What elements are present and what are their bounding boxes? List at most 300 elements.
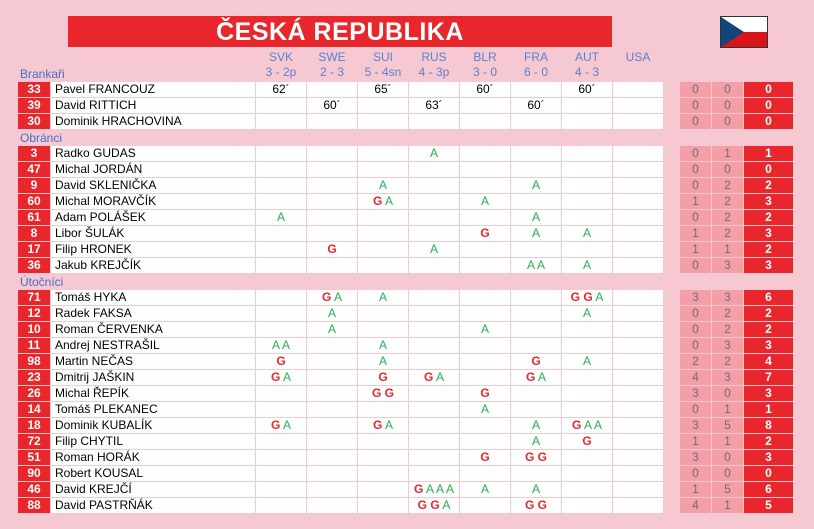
goals-stat: 4 (680, 498, 711, 513)
assists-stat: 0 (712, 114, 743, 129)
game-cell (511, 370, 561, 385)
game-cell (613, 354, 663, 369)
game-cell (409, 402, 459, 417)
game-cell (511, 242, 561, 257)
game-cell (307, 306, 357, 321)
game-cell (307, 386, 357, 401)
game-cell (511, 162, 561, 177)
game-cell (358, 338, 408, 353)
assist-mark: A (378, 338, 387, 352)
game-cell (562, 114, 612, 129)
column-team: SVK (268, 50, 293, 64)
assists-stat: 1 (712, 146, 743, 161)
game-cell (460, 114, 510, 129)
goals-stat: 0 (680, 258, 711, 273)
game-cell (307, 178, 357, 193)
assist-mark: A (526, 258, 535, 272)
game-cell (460, 450, 510, 465)
game-cell (460, 418, 510, 433)
player-row (18, 290, 798, 305)
game-cell (562, 450, 612, 465)
assists-stat: 2 (712, 194, 743, 209)
assists-stat: 5 (712, 418, 743, 433)
goal-mark: G (570, 290, 580, 304)
game-cell (358, 450, 408, 465)
game-cell (256, 306, 306, 321)
game-cell (562, 338, 612, 353)
player-row (18, 178, 798, 193)
player-row (18, 418, 798, 433)
section-heading: Útočníci (20, 275, 64, 289)
game-cell (307, 418, 357, 433)
game-cell (409, 82, 459, 97)
column-team: SWE (318, 50, 346, 64)
column-score: 5 - 4sn (364, 65, 402, 79)
column-team: BLR (473, 50, 497, 64)
assist-mark: A (378, 290, 387, 304)
game-cell (613, 322, 663, 337)
points-stat: 6 (744, 482, 793, 497)
assists-stat: 2 (712, 306, 743, 321)
game-cell (307, 146, 357, 161)
goals-stat: 3 (680, 450, 711, 465)
game-cell (511, 194, 561, 209)
game-cell (562, 162, 612, 177)
game-cell (256, 338, 306, 353)
points-stat: 3 (744, 258, 793, 273)
game-cell (511, 418, 561, 433)
column-score: 6 - 0 (523, 65, 548, 79)
points-stat: 1 (744, 402, 793, 417)
points-stat: 4 (744, 354, 793, 369)
points-stat: 8 (744, 418, 793, 433)
game-cell (409, 418, 459, 433)
assists-stat: 3 (712, 338, 743, 353)
assists-stat: 2 (712, 226, 743, 241)
game-cell (613, 114, 663, 129)
game-cell (511, 210, 561, 225)
game-cell (562, 258, 612, 273)
section-heading: Brankaři (20, 67, 65, 81)
game-cell (511, 290, 561, 305)
player-row (18, 338, 798, 353)
game-cell (511, 146, 561, 161)
player-name: Robert KOUSAL (51, 466, 255, 481)
game-cell (460, 466, 510, 481)
game-cell (358, 290, 408, 305)
goals-stat: 0 (680, 98, 711, 113)
assist-mark: A (276, 210, 285, 224)
goal-mark: G (583, 290, 593, 304)
game-cell (256, 178, 306, 193)
game-cell (613, 162, 663, 177)
goal-mark: G (413, 482, 424, 496)
player-row (18, 210, 798, 225)
player-name: Andrej NESTRAŠIL (51, 338, 255, 353)
game-cell (460, 354, 510, 369)
game-cell (358, 322, 408, 337)
player-row (18, 370, 798, 385)
game-cell (613, 82, 663, 97)
player-name: Tomáš PLEKANEC (51, 402, 255, 417)
game-cell (562, 402, 612, 417)
game-cell (256, 418, 306, 433)
game-cell: 60´ (307, 98, 357, 113)
points-stat: 0 (744, 82, 793, 97)
column-team: FRA (524, 50, 548, 64)
game-cell (460, 498, 510, 513)
column-score: 2 - 3 (319, 65, 344, 79)
goal-mark: G (270, 370, 281, 384)
game-cell (460, 402, 510, 417)
assist-mark: A (594, 418, 603, 432)
game-cell (358, 162, 408, 177)
goal-mark: G (537, 498, 548, 512)
game-cell (613, 210, 663, 225)
points-stat: 2 (744, 306, 793, 321)
goals-stat: 1 (680, 226, 711, 241)
game-cell (307, 450, 357, 465)
game-cell (460, 482, 510, 497)
assists-stat: 0 (712, 82, 743, 97)
game-cell (613, 146, 663, 161)
player-row (18, 226, 798, 241)
section-heading: Obránci (20, 131, 63, 145)
game-cell (409, 146, 459, 161)
column-score: 3 - 0 (472, 65, 497, 79)
game-cell (256, 194, 306, 209)
game-cell (511, 338, 561, 353)
points-stat: 2 (744, 322, 793, 337)
game-cell (562, 226, 612, 241)
goals-stat: 0 (680, 178, 711, 193)
goals-stat: 0 (680, 210, 711, 225)
assist-mark: A (378, 178, 387, 192)
assist-mark: A (385, 194, 394, 208)
column-score: 3 - 2p (265, 65, 297, 79)
jersey-number: 11 (18, 338, 50, 353)
game-cell (307, 434, 357, 449)
game-cell (613, 290, 663, 305)
game-cell (307, 258, 357, 273)
player-row (18, 498, 798, 513)
jersey-number: 46 (18, 482, 50, 497)
game-cell (409, 434, 459, 449)
game-cell (460, 306, 510, 321)
column-header-sui (358, 50, 408, 80)
column-header-aut (562, 50, 612, 80)
assist-mark: A (480, 402, 489, 416)
game-cell (613, 402, 663, 417)
game-cell (256, 498, 306, 513)
game-cell: 65´ (358, 82, 408, 97)
game-cell (613, 98, 663, 113)
jersey-number: 30 (18, 114, 50, 129)
assist-mark: A (385, 418, 394, 432)
jersey-number: 33 (18, 82, 50, 97)
game-cell (256, 354, 306, 369)
jersey-number: 8 (18, 226, 50, 241)
assists-stat: 3 (712, 290, 743, 305)
game-cell: 60´ (460, 82, 510, 97)
game-cell (256, 466, 306, 481)
assists-stat: 3 (712, 370, 743, 385)
game-cell (256, 482, 306, 497)
points-stat: 3 (744, 450, 793, 465)
assists-stat: 2 (712, 178, 743, 193)
game-cell (256, 322, 306, 337)
game-cell (358, 466, 408, 481)
assist-mark: A (378, 354, 387, 368)
game-cell (613, 194, 663, 209)
goal-mark: G (537, 450, 548, 464)
points-stat: 1 (744, 146, 793, 161)
player-name: Filip CHYTIL (51, 434, 255, 449)
player-name: David RITTICH (51, 98, 255, 113)
game-cell (358, 98, 408, 113)
player-name: Michal MORAVČÍK (51, 194, 255, 209)
game-cell (358, 402, 408, 417)
game-cell (511, 482, 561, 497)
game-cell (409, 210, 459, 225)
game-cell (562, 370, 612, 385)
game-cell (409, 242, 459, 257)
goal-mark: G (327, 242, 337, 256)
player-name: Tomáš HYKA (51, 290, 255, 305)
game-cell (511, 434, 561, 449)
points-stat: 2 (744, 242, 793, 257)
goal-mark: G (524, 450, 535, 464)
game-cell (613, 242, 663, 257)
goal-mark: G (371, 386, 382, 400)
game-cell (358, 114, 408, 129)
assists-stat: 2 (712, 322, 743, 337)
goal-mark: G (384, 386, 395, 400)
jersey-number: 23 (18, 370, 50, 385)
goals-stat: 0 (680, 466, 711, 481)
assist-mark: A (480, 482, 489, 496)
player-name: David SKLENIČKA (51, 178, 255, 193)
game-cell (562, 386, 612, 401)
player-row (18, 386, 798, 401)
player-name: Radko GUDAS (51, 146, 255, 161)
assists-stat: 5 (712, 482, 743, 497)
game-cell: 60´ (511, 98, 561, 113)
player-row (18, 354, 798, 369)
player-row (18, 466, 798, 481)
player-row (18, 146, 798, 161)
assists-stat: 1 (712, 498, 743, 513)
goal-mark: G (372, 194, 383, 208)
game-cell (613, 450, 663, 465)
game-cell (460, 370, 510, 385)
game-cell (307, 354, 357, 369)
game-cell: 62´ (256, 82, 306, 97)
goals-stat: 4 (680, 370, 711, 385)
player-name: Jakub KREJČÍK (51, 258, 255, 273)
assist-mark: A (436, 482, 444, 496)
game-cell (562, 466, 612, 481)
goal-mark: G (321, 290, 332, 304)
goals-stat: 3 (680, 386, 711, 401)
assists-stat: 0 (712, 450, 743, 465)
goal-mark: G (480, 226, 490, 240)
goal-mark: G (276, 354, 286, 368)
assists-stat: 2 (712, 210, 743, 225)
goals-stat: 3 (680, 418, 711, 433)
game-cell (256, 210, 306, 225)
game-cell (256, 114, 306, 129)
column-team: RUS (421, 50, 447, 64)
game-cell (613, 370, 663, 385)
goals-stat: 3 (680, 290, 711, 305)
game-cell (562, 210, 612, 225)
game-cell (460, 178, 510, 193)
game-cell (256, 226, 306, 241)
game-cell (511, 114, 561, 129)
game-cell (409, 466, 459, 481)
assist-mark: A (282, 338, 291, 352)
points-stat: 3 (744, 386, 793, 401)
jersey-number: 3 (18, 146, 50, 161)
goals-stat: 0 (680, 162, 711, 177)
assist-mark: A (429, 242, 438, 256)
game-cell (511, 354, 561, 369)
column-header-swe (307, 50, 357, 80)
player-name: Filip HRONEK (51, 242, 255, 257)
page-title: ČESKÁ REPUBLIKA (68, 16, 612, 47)
goals-stat: 1 (680, 482, 711, 497)
game-cell (460, 146, 510, 161)
points-stat: 5 (744, 498, 793, 513)
assists-stat: 0 (712, 466, 743, 481)
points-stat: 6 (744, 290, 793, 305)
goals-stat: 0 (680, 82, 711, 97)
game-cell (358, 386, 408, 401)
assists-stat: 1 (712, 242, 743, 257)
assist-mark: A (480, 322, 489, 336)
czech-flag-icon (720, 16, 768, 48)
game-cell (307, 482, 357, 497)
goal-mark: G (270, 418, 281, 432)
goal-mark: G (378, 370, 388, 384)
column-team: USA (625, 50, 651, 64)
player-row (18, 98, 798, 113)
column-score: 4 - 3 (574, 65, 599, 79)
game-cell (307, 114, 357, 129)
game-cell (409, 450, 459, 465)
player-name: Pavel FRANCOUZ (51, 82, 255, 97)
game-cell (307, 194, 357, 209)
column-header-fra (511, 50, 561, 80)
goals-stat: 1 (680, 434, 711, 449)
assist-mark: A (327, 322, 336, 336)
game-cell (613, 386, 663, 401)
assist-mark: A (283, 370, 292, 384)
points-stat: 2 (744, 434, 793, 449)
assist-mark: A (538, 370, 547, 384)
game-cell (256, 162, 306, 177)
game-cell (409, 338, 459, 353)
game-cell: 60´ (562, 82, 612, 97)
game-cell (307, 226, 357, 241)
assist-mark: A (583, 418, 592, 432)
assists-stat: 2 (712, 354, 743, 369)
game-cell (409, 226, 459, 241)
game-cell (460, 162, 510, 177)
player-name: David KREJČÍ (51, 482, 255, 497)
game-cell (307, 290, 357, 305)
game-cell (511, 322, 561, 337)
game-cell (613, 498, 663, 513)
assists-stat: 3 (712, 258, 743, 273)
game-cell (358, 434, 408, 449)
goals-stat: 0 (680, 146, 711, 161)
points-stat: 2 (744, 178, 793, 193)
player-name: Roman HORÁK (51, 450, 255, 465)
goal-mark: G (372, 418, 383, 432)
game-cell (460, 226, 510, 241)
game-cell (307, 466, 357, 481)
assists-stat: 0 (712, 98, 743, 113)
column-header-usa (613, 50, 663, 65)
jersey-number: 12 (18, 306, 50, 321)
column-header-svk (256, 50, 306, 80)
game-cell (511, 498, 561, 513)
game-cell (256, 146, 306, 161)
assist-mark: A (582, 354, 591, 368)
game-cell (409, 194, 459, 209)
game-cell (613, 306, 663, 321)
game-cell (307, 402, 357, 417)
game-cell (613, 434, 663, 449)
game-cell (256, 98, 306, 113)
assists-stat: 1 (712, 402, 743, 417)
player-row (18, 402, 798, 417)
points-stat: 3 (744, 226, 793, 241)
game-cell (511, 466, 561, 481)
goal-mark: G (417, 498, 427, 512)
player-row (18, 434, 798, 449)
game-cell (511, 82, 561, 97)
game-cell (613, 466, 663, 481)
game-cell (358, 370, 408, 385)
game-cell (562, 178, 612, 193)
game-cell (562, 194, 612, 209)
game-cell (562, 498, 612, 513)
assists-stat: 0 (712, 386, 743, 401)
jersey-number: 72 (18, 434, 50, 449)
goal-mark: G (524, 498, 535, 512)
game-cell (562, 242, 612, 257)
goal-mark: G (582, 434, 592, 448)
game-cell: 63´ (409, 98, 459, 113)
game-cell (256, 370, 306, 385)
game-cell (562, 146, 612, 161)
game-cell (562, 434, 612, 449)
goal-mark: G (531, 354, 541, 368)
game-cell (307, 82, 357, 97)
assist-mark: A (537, 258, 546, 272)
game-cell (562, 482, 612, 497)
goal-mark: G (571, 418, 582, 432)
column-team: SUI (372, 50, 393, 64)
player-row (18, 322, 798, 337)
assist-mark: A (531, 482, 540, 496)
game-cell (562, 306, 612, 321)
assist-mark: A (582, 226, 591, 240)
game-cell (409, 498, 459, 513)
